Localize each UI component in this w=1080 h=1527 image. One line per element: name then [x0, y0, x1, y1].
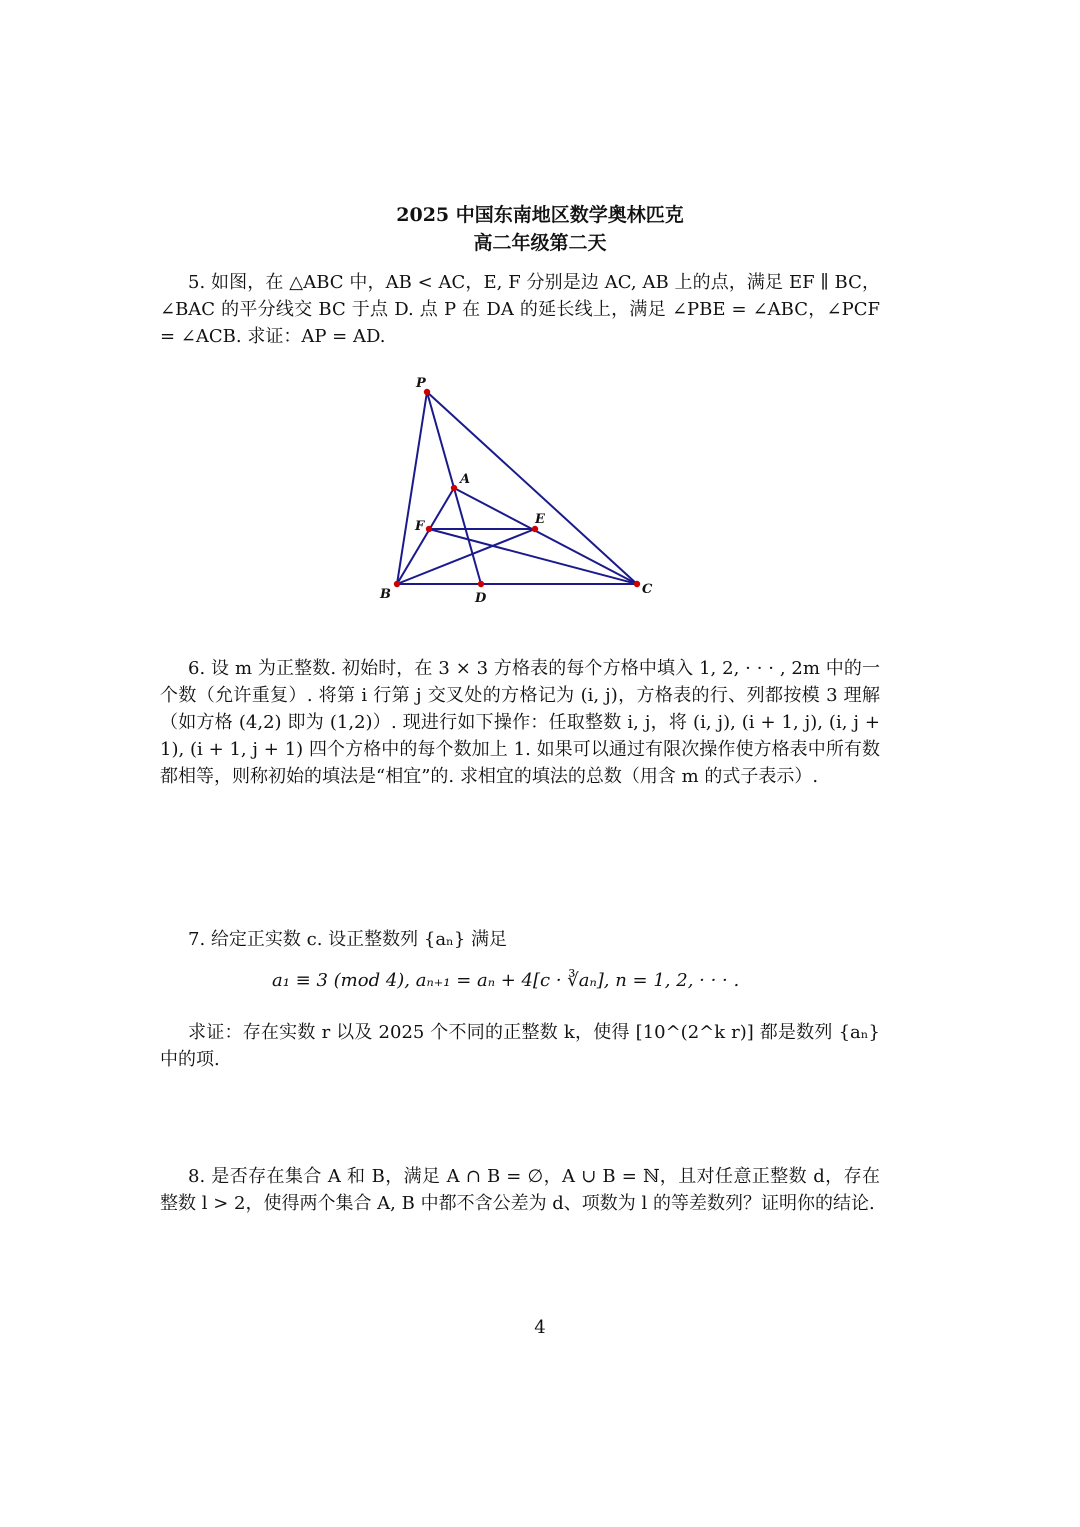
triangle-diagram — [372, 370, 672, 610]
problem-6: 6. 设 m 为正整数. 初始时，在 3 × 3 方格表的每个方格中填入 1, 2, · · · , 2m 中的一个数（允许重复）. 将第 i 行第 j 交叉处的方格记为 (i, j)，方格表的行、列都按模 3 理解（如方格 (4,2) 即为 (1,2)）. 现进行如下操作：任取整数 i, j，将 (i, j), (i + 1, j), (i, j + 1), (i + 1, j + 1) 四个方格中的每个数加上 1. 如果可以通过有限次操作使方格表中所有数都相等，则称初始的填法是“相宜”的. 求相宜的填法的总数（用含 m 的式子表示）. — [160, 658, 880, 787]
segment-PB — [397, 392, 427, 584]
label-A: A — [460, 472, 471, 487]
segment-PC — [427, 392, 637, 584]
label-D: D — [475, 591, 487, 606]
label-C: C — [642, 582, 653, 597]
segment-AC — [454, 488, 637, 584]
point-D — [478, 581, 484, 587]
geometry-figure — [372, 370, 672, 610]
segment-BA — [397, 488, 454, 584]
label-B: B — [380, 587, 391, 602]
point-F — [426, 526, 432, 532]
problem-7-formula: a₁ ≡ 3 (mod 4), aₙ₊₁ = aₙ + 4[c · ∛aₙ], n = 1, 2, · · · . — [272, 970, 740, 991]
segment-BE — [397, 529, 535, 584]
label-E: E — [535, 512, 545, 527]
page-number: 4 — [534, 1317, 546, 1338]
problem-8: 8. 是否存在集合 A 和 B，满足 A ∩ B = ∅，A ∪ B = ℕ，且对任意正整数 d，存在整数 l > 2，使得两个集合 A, B 中都不含公差为 d、项数为 l 的等差数列？证明你的结论. — [160, 1166, 880, 1214]
point-C — [634, 581, 640, 587]
page-title: 2025 中国东南地区数学奥林匹克 — [396, 204, 684, 226]
problem-5: 5. 如图，在 △ABC 中，AB < AC，E, F 分别是边 AC, AB 上的点，满足 EF ∥ BC，∠BAC 的平分线交 BC 于点 D. 点 P 在 DA 的延长线上，满足 ∠PBE = ∠ABC，∠PCF = ∠ACB. 求证：AP = AD. — [160, 272, 880, 347]
page-subtitle: 高二年级第二天 — [473, 232, 607, 254]
problem-7: 7. 给定正实数 c. 设正整数列 {aₙ} 满足 — [188, 929, 508, 950]
problem-7-claim: 求证：存在实数 r 以及 2025 个不同的正整数 k，使得 [10^(2^k r)] 都是数列 {aₙ} 中的项. — [160, 1022, 880, 1070]
point-A — [451, 485, 457, 491]
label-P: P — [416, 376, 426, 391]
point-B — [394, 581, 400, 587]
label-F: F — [415, 519, 425, 534]
